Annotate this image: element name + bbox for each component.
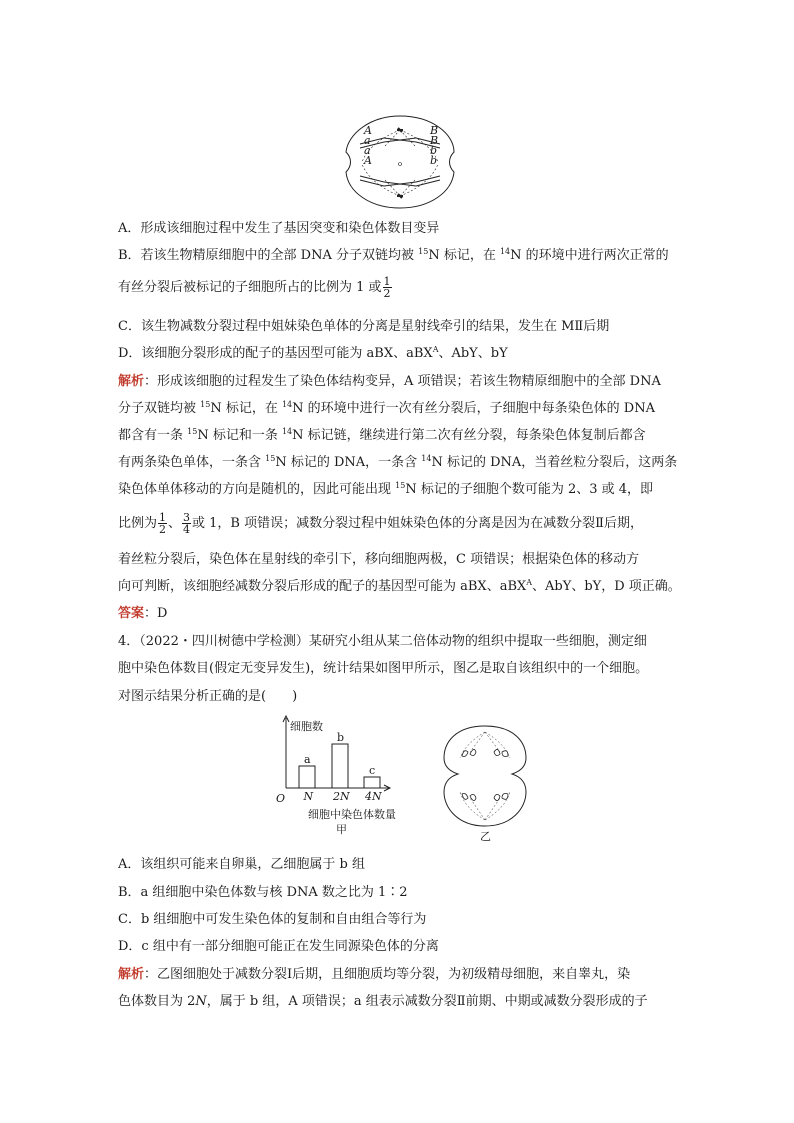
- q3-answer: 答案：D: [118, 606, 168, 621]
- q3-explanation-5: 染色体单体移动的方向是随机的，因此可能出现 $^{15}$N 标记的子细胞个数可能为 2、3 或 4，即: [118, 481, 654, 497]
- q3-explanation-3: 都含有一条 $^{15}$N 标记和一条 $^{14}$N 标记链，继续进行第二次有丝分裂，每条染色体复制后都含: [118, 427, 646, 443]
- x-axis-label: 细胞中染色体数量: [308, 808, 396, 821]
- q3-explanation-4: 有两条染色单体，一条含 $^{15}$N 标记的 DNA，一条含 $^{14}$N 标记的 DNA，当着丝粒分裂后，这两条: [118, 454, 678, 470]
- x-tick-label: 4N: [365, 790, 382, 803]
- q3-explanation-6: 比例为 $\frac{1}{2}$ 、 $\frac{3}{4}$ 或 1，B 项错误；减数分裂过程中姐妹染色体的分离是因为在减数分裂Ⅱ后期，: [118, 511, 643, 536]
- q3-option-b-line2: 有丝分裂后被标记的子细胞所占的比例为 1 或 $\frac{1}{2}$: [118, 275, 391, 300]
- q3-option-c: C．该生物减数分裂过程中姐妹染色单体的分离是星射线牵引的结果，发生在 MⅡ后期: [118, 319, 610, 334]
- q4-stem-3: 对图示结果分析正确的是( ): [118, 689, 298, 704]
- chromosome-count-chart: [272, 712, 432, 842]
- gene-label: a: [364, 144, 371, 157]
- x-tick-label: N: [303, 790, 314, 803]
- q3-explanation-2: 分子双链均被 $^{15}$N 标记，在 $^{14}$N 的环境中进行一次有丝分裂后，子细胞中每条染色体的 DNA: [118, 400, 655, 416]
- q3-option-a: A．形成该细胞过程中发生了基因突变和染色体数目变异: [118, 221, 440, 236]
- x-tick-label: 2N: [333, 790, 350, 803]
- gene-label: A: [364, 154, 372, 167]
- q4-option-a: A．该组织可能来自卵巢，乙细胞属于 b 组: [118, 857, 365, 872]
- fraction: $\frac{1}{2}$: [159, 511, 167, 536]
- q4-option-c: C．b 组细胞中可发生染色体的复制和自由组合等行为: [118, 912, 427, 927]
- chart-caption: 甲: [336, 823, 347, 836]
- bar-a: [299, 766, 315, 788]
- q4-option-d: D．c 组中有一部分细胞可能正在发生同源染色体的分离: [118, 939, 439, 954]
- bar-label: c: [369, 764, 376, 777]
- gene-label: B: [430, 134, 439, 147]
- figure-caption: 乙: [480, 830, 491, 842]
- bar-b: [332, 744, 348, 788]
- bar-label: a: [304, 753, 311, 766]
- q3-explanation-7: 着丝粒分裂后，染色体在星射线的牵引下，移向细胞两极，C 项错误；根据染色体的移动方: [118, 552, 640, 567]
- q4-option-b: B．a 组细胞中染色体数与核 DNA 数之比为 1∶2: [118, 885, 408, 900]
- gene-label: a: [364, 134, 371, 147]
- bar-c: [364, 777, 380, 788]
- origin-label: O: [276, 792, 286, 805]
- y-axis-label: 细胞数: [290, 720, 323, 733]
- gene-label: b: [430, 154, 438, 167]
- q4-stem-2: 胞中染色体数目(假定无变异发生)，统计结果如图甲所示，图乙是取自该组织中的一个细胞。: [118, 661, 649, 676]
- gene-label: A: [364, 124, 372, 137]
- q3-explanation-1: 解析：形成该细胞的过程发生了染色体结构变异，A 项错误；若该生物精原细胞中的全部 DNA: [118, 374, 661, 389]
- gene-label: B: [430, 124, 439, 137]
- fraction: $\frac{1}{2}$: [383, 275, 391, 300]
- q3-explanation-8: 向可判断，该细胞经减数分裂后形成的配子的基因型可能为 aBX、aBX$^A$、AbY、bY，D 项正确。: [118, 578, 681, 594]
- fraction: $\frac{3}{4}$: [183, 511, 191, 536]
- bar-label: b: [337, 731, 345, 744]
- q3-option-b-line1: B．若该生物精原细胞中的全部 DNA 分子双链均被 $^{15}$N 标记，在 $^{14}$N 的环境中进行两次正常的: [118, 247, 669, 263]
- cell-division-diagram: [340, 112, 460, 212]
- q4-explanation-2: 色体数目为 2N，属于 b 组，A 项错误；a 组表示减数分裂Ⅱ前期、中期或减数分裂形成的子: [118, 994, 648, 1009]
- q3-option-d: D．该细胞分裂形成的配子的基因型可能为 aBX、aBX$^A$、AbY、bY: [118, 345, 508, 361]
- q4-stem-1: 4．（2022・四川树德中学检测）某研究小组从某二倍体动物的组织中提取一些细胞，测定细: [118, 634, 647, 649]
- meiosis-cell-figure: [440, 722, 530, 842]
- q4-explanation-1: 解析：乙图细胞处于减数分裂Ⅰ后期，且细胞质均等分裂，为初级精母细胞，来自睾丸，染: [118, 967, 631, 982]
- gene-label: b: [430, 144, 438, 157]
